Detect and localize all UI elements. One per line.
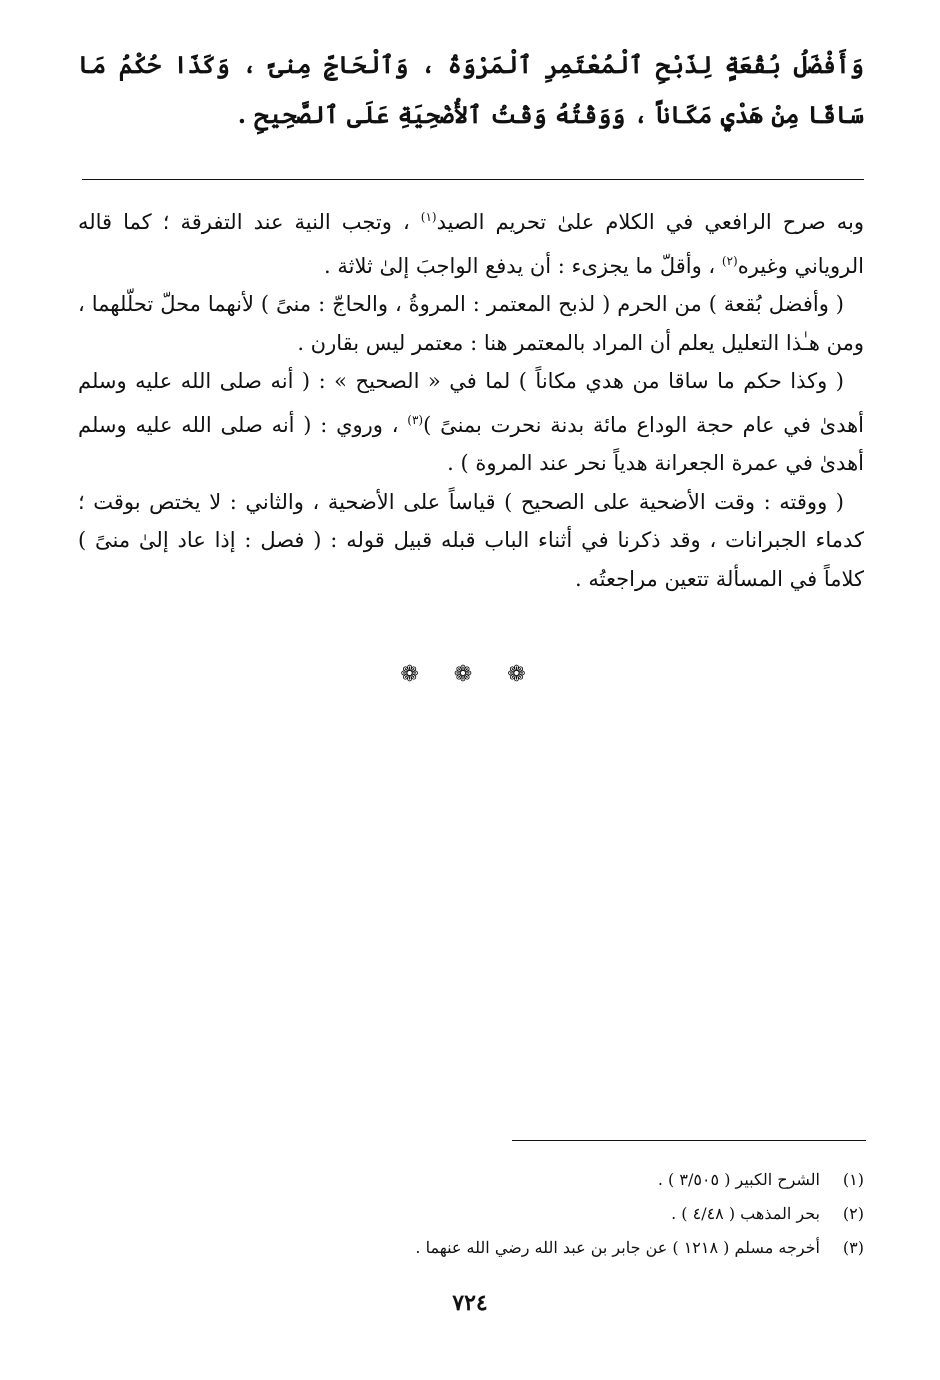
sharh-paragraph-3 — [78, 362, 864, 483]
sharh-paragraph-1 — [78, 198, 864, 285]
sharh-p3-part-b: ، وروي : ( أنه صلى الله عليه وسلم أهدىٰ في عمرة الجعرانة هدياً نحر عند المروة ) . — [78, 412, 864, 475]
sharh-p1-part-c: ، وأقلّ ما يجزىء : أن يدفع الواجبَ إلىٰ ثلاثة . — [323, 253, 722, 278]
section-end-ornament: ❁ ❁ ❁ — [400, 662, 540, 687]
footnote-ref-1[interactable]: (١) — [420, 210, 437, 224]
sharh-p1-part-a: وبه صرح الرافعي في الكلام علىٰ تحريم الصيد — [436, 210, 865, 234]
footnote-text: بحر المذهب ( ٤/٤٨ ) . — [671, 1204, 820, 1223]
footnote-number: (٣) — [842, 1238, 864, 1257]
matn-separator-rule — [82, 179, 864, 180]
sharh-paragraph-4: ( ووقته : وقت الأضحية على الصحيح ) قياساً على الأضحية ، والثاني : لا يختص بوقت ؛ كدماء الجبرانات ، وقد ذكرنا في أثناء الباب قبله قبيل قوله : ( فصل : إذا عاد إلىٰ منىً ) كلاماً في المسألة تتعين مراجعتُه . — [78, 489, 864, 591]
footnote-number: (٢) — [842, 1204, 864, 1223]
footnote-ref-3[interactable]: (٣) — [407, 412, 424, 427]
page-number: ٧٢٤ — [452, 1290, 488, 1316]
sharh-p1-part-b: ، وتجب النية عند التفرقة ؛ كما قاله الروياني وغيره — [78, 210, 864, 278]
matn-paragraph: وَأَفْضَلُ بُقْعَةٍ لِذَبْحِ ٱلْمُعْتَمِرِ ٱلْمَرْوَةُ ، وَٱلْحَاجِّ مِنىً ، وَكَذَا حُكْمُ مَا سَاقَا مِنْ هَدْيٍ مَكَاناً ، وَوَقْتُهُ وَقْتُ ٱلأُضْحِيَةِ عَلَى ٱلصَّحِيحِ . — [78, 50, 864, 129]
footnote-1 — [200, 1163, 864, 1197]
footnote-number: (١) — [842, 1170, 864, 1189]
footnote-text: أخرجه مسلم ( ١٢١٨ ) عن جابر بن عبد الله رضي الله عنهما . — [415, 1238, 820, 1257]
footnote-text: الشرح الكبير ( ٣/٥٠٥ ) . — [657, 1170, 820, 1189]
footnotes-block — [200, 1163, 864, 1265]
sharh-p3-part-a: ( وكذا حكم ما ساقا من هدي مكاناً ) لما في « الصحيح » : ( أنه صلى الله عليه وسلم أهدىٰ في عام حجة الوداع مائة بدنة نحرت بمنىً ) — [78, 369, 864, 437]
matn-text-block — [78, 40, 864, 140]
footnote-separator-rule — [512, 1140, 866, 1141]
sharh-text-block — [78, 198, 864, 598]
sharh-paragraph-2: ( وأفضل بُقعة ) من الحرم ( لذبح المعتمر : المروةُ ، والحاجّ : منىً ) لأنهما محلّ تحلّلهما ، ومن هـٰذا التعليل يعلم أن المراد بالمعتمر هنا : معتمر ليس بقارن . — [78, 292, 864, 355]
footnote-3 — [200, 1231, 864, 1265]
footnote-2 — [200, 1197, 864, 1231]
footnote-ref-2[interactable]: (٢) — [721, 253, 738, 268]
